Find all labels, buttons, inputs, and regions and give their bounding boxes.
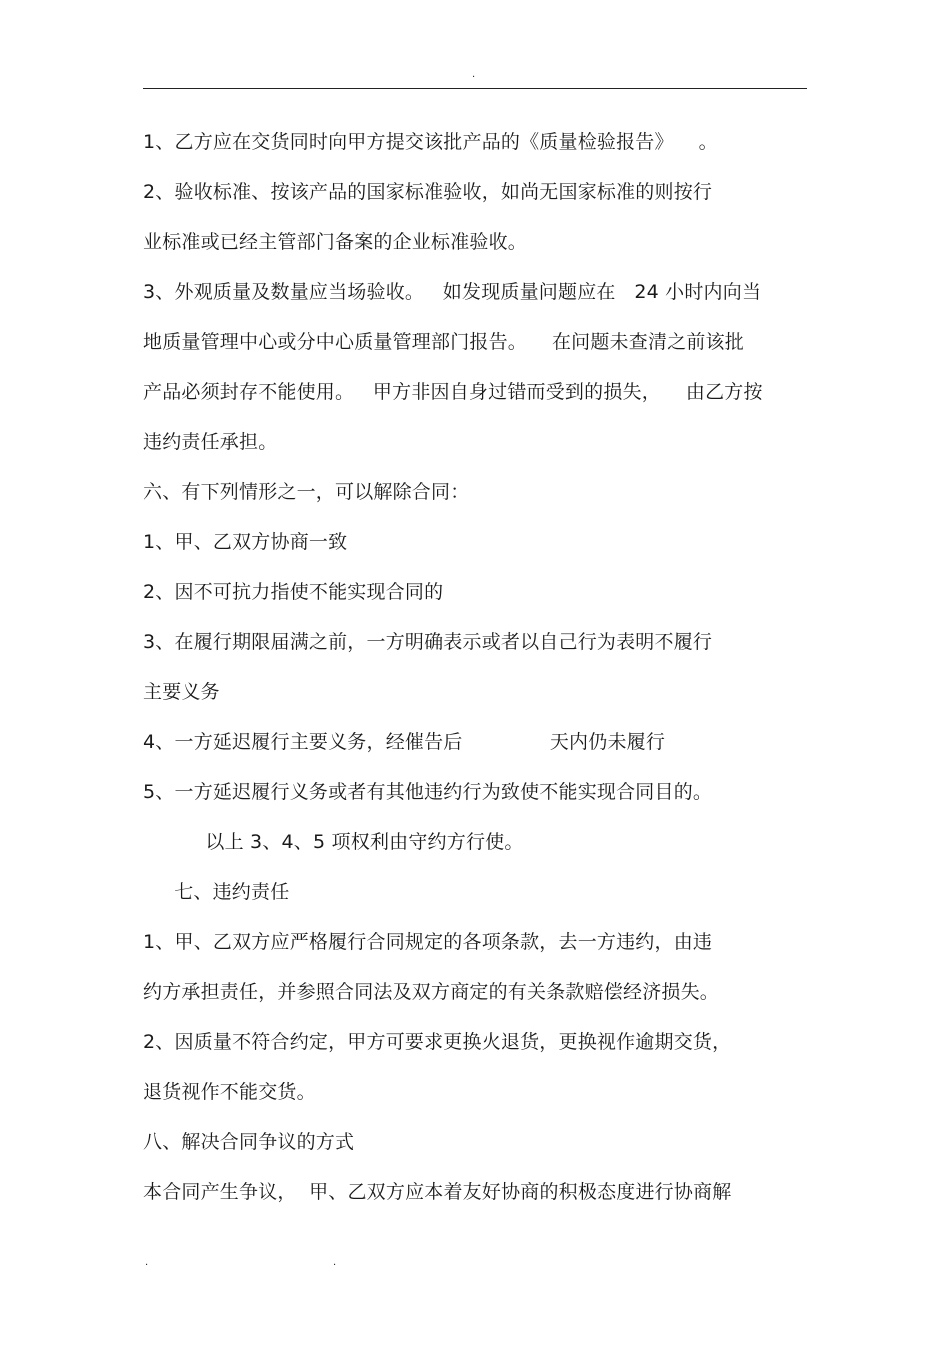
text-line: 2、因质量不符合约定，甲方可要求更换火退货，更换视作逾期交货， bbox=[143, 1031, 732, 1053]
text-line: 本合同产生争议， 甲、乙双方应本着友好协商的积极态度进行协商解 bbox=[143, 1181, 732, 1203]
text-line: 违约责任承担。 bbox=[143, 431, 278, 453]
text-line: 3、外观质量及数量应当场验收。 如发现质量问题应在 24 小时内向当 bbox=[143, 281, 762, 303]
text-line: 2、验收标准、按该产品的国家标准验收，如尚无国家标准的则按行 bbox=[143, 181, 713, 203]
header-dot: . bbox=[472, 69, 476, 80]
text-line: 业标准或已经主管部门备案的企业标准验收。 bbox=[143, 231, 528, 253]
text-line: 2、因不可抗力指使不能实现合同的 bbox=[143, 581, 444, 603]
text-line: 以上 3、4、5 项权利由守约方行使。 bbox=[143, 831, 524, 853]
text-line: 3、在履行期限届满之前，一方明确表示或者以自己行为表明不履行 bbox=[143, 631, 713, 653]
text-line: 1、乙方应在交货同时向甲方提交该批产品的《质量检验报告》 。 bbox=[143, 131, 718, 153]
text-line: 产品必须封存不能使用。 甲方非因自身过错而受到的损失， 由乙方按 bbox=[143, 381, 763, 403]
header-rule bbox=[143, 88, 807, 89]
text-line: 地质量管理中心或分中心质量管理部门报告。 在问题未查清之前该批 bbox=[143, 331, 744, 353]
document-body bbox=[143, 125, 823, 1225]
text-line: 4、一方延迟履行主要义务，经催告后 天内仍未履行 bbox=[143, 731, 666, 753]
text-line: 退货视作不能交货。 bbox=[143, 1081, 316, 1103]
section-heading: 六、有下列情形之一，可以解除合同： bbox=[143, 481, 470, 503]
footer-dot-right: . bbox=[333, 1257, 337, 1268]
footer-dot-left: . bbox=[145, 1257, 149, 1268]
text-line: 5、一方延迟履行义务或者有其他违约行为致使不能实现合同目的。 bbox=[143, 781, 713, 803]
text-line: 约方承担责任，并参照合同法及双方商定的有关条款赔偿经济损失。 bbox=[143, 981, 720, 1003]
section-heading: 八、解决合同争议的方式 bbox=[143, 1131, 355, 1153]
text-line: 主要义务 bbox=[143, 681, 220, 703]
text-line: 1、甲、乙双方协商一致 bbox=[143, 531, 348, 553]
section-heading: 七、违约责任 bbox=[143, 881, 290, 903]
text-line: 1、甲、乙双方应严格履行合同规定的各项条款，去一方违约，由违 bbox=[143, 931, 713, 953]
